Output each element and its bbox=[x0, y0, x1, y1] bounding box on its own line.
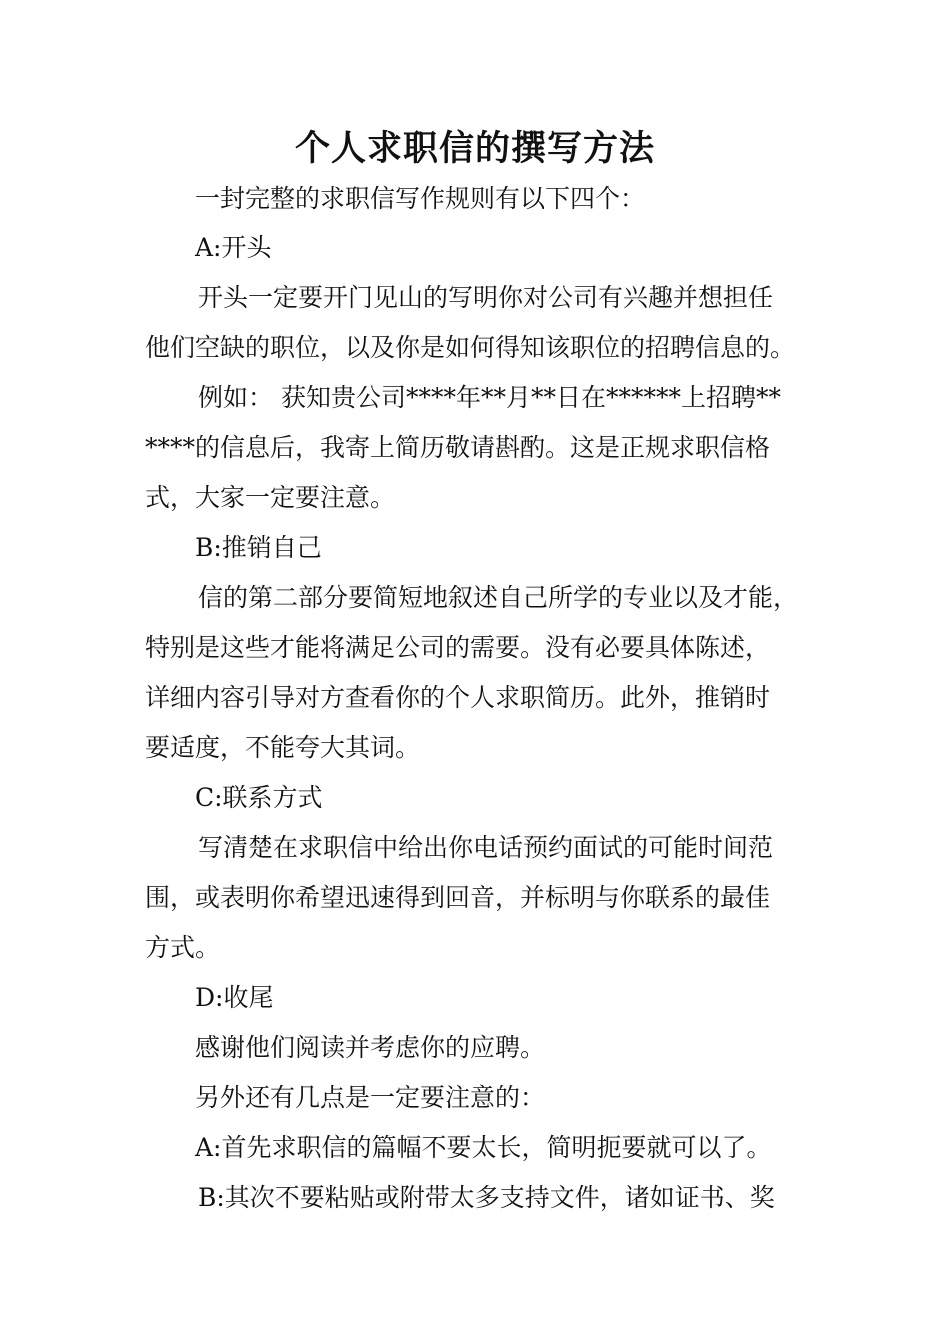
body-line: 感谢他们阅读并考虑你的应聘。 bbox=[195, 1033, 546, 1062]
body-line: 要适度，不能夸大其词。 bbox=[145, 733, 421, 762]
body-line: 方式。 bbox=[145, 933, 221, 962]
body-line: 式，大家一定要注意。 bbox=[145, 483, 396, 512]
body-line: 详细内容引导对方查看你的个人求职简历。此外，推销时 bbox=[145, 683, 771, 712]
section-heading: B:推销自己 bbox=[195, 533, 322, 562]
section-heading: A:开头 bbox=[195, 233, 272, 262]
body-line: 写清楚在求职信中给出你电话预约面试的可能时间范 bbox=[198, 833, 774, 862]
section-heading: D:收尾 bbox=[195, 983, 274, 1012]
document-title: 个人求职信的撰写方法 bbox=[294, 128, 655, 169]
section-heading: C:联系方式 bbox=[195, 783, 323, 812]
body-line: A:首先求职信的篇幅不要太长，简明扼要就可以了。 bbox=[195, 1133, 772, 1162]
body-line: 例如： 获知贵公司****年**月**日在******上招聘** bbox=[198, 383, 781, 412]
body-line: B:其次不要粘贴或附带太多支持文件，诸如证书、奖 bbox=[198, 1183, 775, 1212]
body-line: 信的第二部分要简短地叙述自己所学的专业以及才能， bbox=[198, 583, 799, 612]
body-line: 围，或表明你希望迅速得到回音，并标明与你联系的最佳 bbox=[145, 883, 771, 912]
body-line: 开头一定要开门见山的写明你对公司有兴趣并想担任 bbox=[198, 283, 774, 312]
body-line: 他们空缺的职位，以及你是如何得知该职位的招聘信息的。 bbox=[145, 333, 796, 362]
body-line: 另外还有几点是一定要注意的： bbox=[195, 1083, 546, 1112]
body-line: 特别是这些才能将满足公司的需要。没有必要具体陈述， bbox=[145, 633, 771, 662]
body-line: ****的信息后，我寄上简历敬请斟酌。这是正规求职信格 bbox=[145, 433, 771, 462]
body-line: 一封完整的求职信写作规则有以下四个： bbox=[195, 184, 646, 213]
